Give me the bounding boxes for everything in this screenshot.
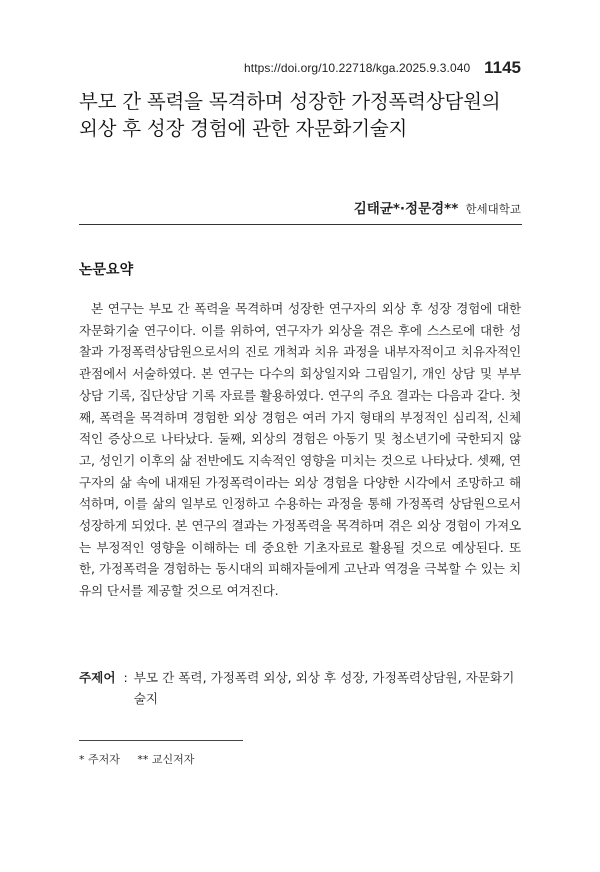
keywords-colon: : xyxy=(123,670,128,685)
footnote-divider xyxy=(79,740,243,741)
footnote-corresponding-author: ** 교신저자 xyxy=(137,753,195,766)
paper-title-line-2: 외상 후 성장 경험에 관한 자문화기술지 xyxy=(79,117,408,140)
footnote xyxy=(79,751,194,767)
author-block xyxy=(354,197,521,217)
title-divider xyxy=(79,224,522,225)
author-affiliation: 한세대학교 xyxy=(465,202,521,216)
abstract-heading: 논문요약 xyxy=(79,262,134,278)
page-number: 1145 xyxy=(484,58,521,77)
keywords-label: 주제어 xyxy=(79,670,116,685)
page-header xyxy=(79,58,521,78)
doi-link[interactable]: https://doi.org/10.22718/kga.2025.9.3.040 xyxy=(244,61,471,75)
footnote-first-author: * 주저자 xyxy=(79,753,120,766)
author-names: 김태균*·정문경** xyxy=(353,201,459,217)
keywords-block xyxy=(79,667,522,709)
abstract-body: 본 연구는 부모 간 폭력을 목격하며 성장한 연구자의 외상 후 성장 경험에 대한 자문화기술 연구이다. 이를 위하여, 연구자가 외상을 겪은 후에 스스로에 대한 성찰과 가정폭력상담원으로서의 진로 개척과 치유 과정을 내부자적이고 치유자적인 관점에서 서술하였다. 본 연구는 다수의 회상일지와 그림일기, 개인 상담 및 부부 상담 기록, 집단상담 기록 자료를 활용하였다. 연구의 주요 결과는 다음과 같다. 첫째, 폭력을 목격하며 경험한 외상 경험은 여러 가지 형태의 부정적인 심리적, 신체적인 증상으로 나타났다. 둘째, 외상의 경험은 아동기 및 청소년기에 국한되지 않고, 성인기 이후의 삶 전반에도 지속적인 영향을 미치는 것으로 나타났다. 셋째, 연구자의 삶 속에 내재된 가정폭력이라는 외상 경험을 다양한 시각에서 조망하고 해석하며, 이를 삶의 일부로 인정하고 수용하는 과정을 통해 가정폭력 상담원으로서 성장하게 되었다. 본 연구의 결과는 가정폭력을 목격하며 겪은 외상 경험이 가져오는 부정적인 영향을 이해하는 데 중요한 기초자료로 활용될 것으로 예상된다. 또한, 가정폭력을 경험하는 동시대의 피해자들에게 고난과 역경을 극복할 수 있는 치유의 단서를 제공할 것으로 여겨진다. xyxy=(79,301,521,599)
paper-title xyxy=(79,88,529,142)
keywords-text: 부모 간 폭력, 가정폭력 외상, 외상 후 성장, 가정폭력상담원, 자문화기술지 xyxy=(133,670,515,706)
paper-title-line-1: 부모 간 폭력을 목격하며 성장한 가정폭력상담원의 xyxy=(79,90,501,113)
